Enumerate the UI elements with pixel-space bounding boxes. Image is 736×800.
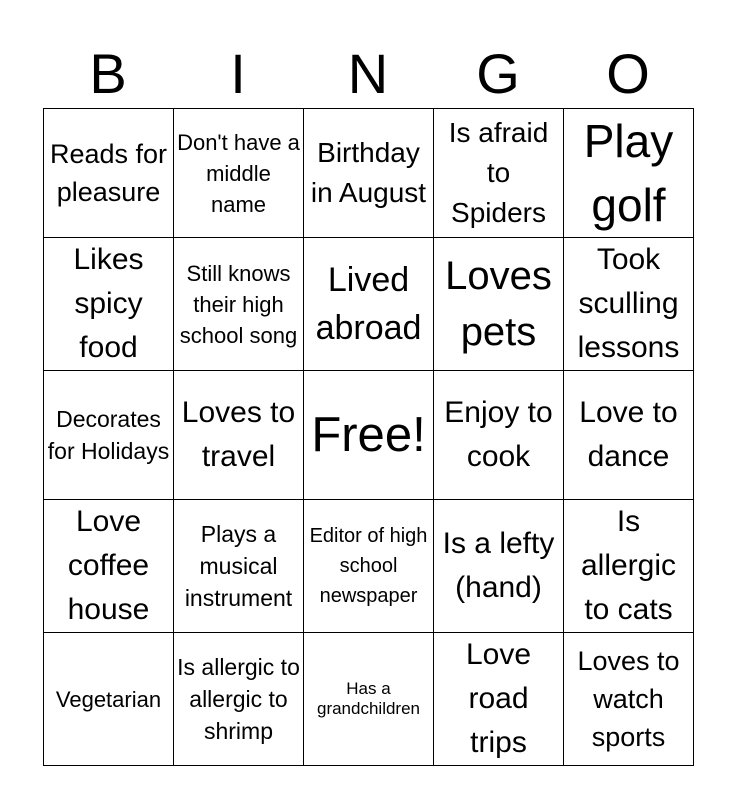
bingo-header bbox=[43, 40, 693, 108]
board-row bbox=[44, 633, 694, 766]
cell-text: Loves to watch sports bbox=[577, 646, 680, 752]
board-row bbox=[44, 109, 694, 238]
bingo-cell bbox=[304, 633, 434, 766]
cell-text: Don't have a middle name bbox=[177, 129, 300, 217]
cell-text: Reads for pleasure bbox=[49, 139, 168, 207]
cell-text: Likes spicy food bbox=[73, 243, 144, 364]
bingo-cell bbox=[564, 500, 694, 633]
cell-text: Love to dance bbox=[579, 396, 678, 473]
cell-text: Is afraid to Spiders bbox=[448, 117, 549, 228]
cell-text: Is allergic to cats bbox=[580, 505, 677, 626]
bingo-cell bbox=[174, 500, 304, 633]
bingo-cell bbox=[174, 371, 304, 500]
bingo-cell-free bbox=[304, 371, 434, 500]
bingo-cell bbox=[44, 109, 174, 238]
bingo-cell bbox=[564, 633, 694, 766]
cell-text: Is a lefty (hand) bbox=[442, 527, 555, 604]
bingo-cell bbox=[564, 238, 694, 371]
cell-text: Love coffee house bbox=[67, 505, 150, 626]
bingo-cell bbox=[434, 500, 564, 633]
cell-text: Lived abroad bbox=[315, 261, 422, 347]
cell-text: Birthday in August bbox=[310, 137, 427, 208]
bingo-cell bbox=[174, 238, 304, 371]
cell-text: Has a grandchildren bbox=[316, 679, 420, 718]
header-letter-i: I bbox=[230, 42, 246, 105]
board-row bbox=[44, 238, 694, 371]
bingo-cell bbox=[44, 238, 174, 371]
cell-text: Plays a musical instrument bbox=[184, 521, 293, 611]
cell-text: Love road trips bbox=[465, 638, 532, 759]
cell-text: Vegetarian bbox=[55, 686, 162, 712]
bingo-cell bbox=[434, 633, 564, 766]
header-letter-n: N bbox=[347, 42, 389, 105]
bingo-cell bbox=[564, 109, 694, 238]
cell-text: Is allergic to allergic to shrimp bbox=[177, 654, 300, 744]
bingo-cell bbox=[434, 371, 564, 500]
cell-text: Play golf bbox=[583, 115, 674, 231]
bingo-cell bbox=[44, 500, 174, 633]
header-letter-g: G bbox=[476, 42, 520, 105]
bingo-cell bbox=[44, 371, 174, 500]
bingo-cell bbox=[434, 109, 564, 238]
cell-text: Editor of high school newspaper bbox=[309, 525, 428, 607]
board-row bbox=[44, 371, 694, 500]
header-letter-b: B bbox=[89, 42, 127, 105]
bingo-cell bbox=[564, 371, 694, 500]
free-space-text: Free! bbox=[311, 408, 426, 462]
board-row bbox=[44, 500, 694, 633]
bingo-cell bbox=[434, 238, 564, 371]
cell-text: Still knows their high school song bbox=[179, 260, 298, 348]
bingo-cell bbox=[174, 633, 304, 766]
cell-text: Loves to travel bbox=[181, 396, 296, 473]
cell-text: Loves pets bbox=[445, 254, 552, 354]
header-letter-o: O bbox=[606, 42, 650, 105]
cell-text: Took sculling lessons bbox=[577, 243, 680, 364]
bingo-cell bbox=[44, 633, 174, 766]
cell-text: Decorates for Holidays bbox=[47, 406, 170, 464]
bingo-cell bbox=[304, 500, 434, 633]
bingo-cell bbox=[304, 238, 434, 371]
bingo-board bbox=[43, 108, 694, 766]
bingo-cell bbox=[174, 109, 304, 238]
bingo-cell bbox=[304, 109, 434, 238]
cell-text: Enjoy to cook bbox=[444, 396, 553, 473]
